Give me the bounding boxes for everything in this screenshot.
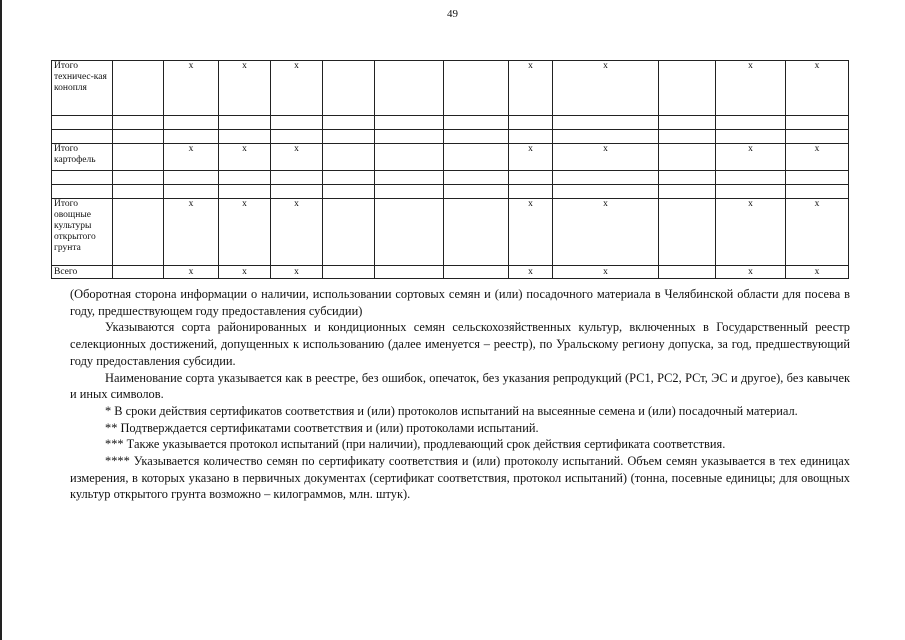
table-cell: [509, 116, 553, 130]
table-cell: [553, 171, 659, 185]
table-cell: [786, 130, 849, 144]
row-label: Итого картофель: [52, 144, 113, 171]
table-cell: х: [219, 266, 271, 279]
table-cell: [271, 130, 323, 144]
table-cell: [786, 171, 849, 185]
table-cell: х: [786, 266, 849, 279]
table-row: [52, 199, 849, 266]
table-cell: х: [786, 144, 849, 171]
table-cell: [164, 171, 219, 185]
table-cell: [659, 61, 716, 116]
table-cell: [553, 185, 659, 199]
row-label: Всего: [52, 266, 113, 279]
table-row: [52, 266, 849, 279]
table-cell: [323, 185, 375, 199]
table-cell: [786, 185, 849, 199]
table-row: [52, 116, 849, 130]
table-cell: [444, 171, 509, 185]
table-cell: х: [553, 61, 659, 116]
table-cell: х: [271, 61, 323, 116]
row-label: [52, 116, 113, 130]
table-cell: х: [716, 199, 786, 266]
table-cell: [509, 185, 553, 199]
table-cell: [509, 171, 553, 185]
table-cell: [444, 116, 509, 130]
table-cell: [509, 130, 553, 144]
table-cell: [113, 171, 164, 185]
table-cell: [786, 116, 849, 130]
table-cell: х: [271, 144, 323, 171]
table-cell: [375, 266, 444, 279]
table-cell: [444, 61, 509, 116]
table-cell: х: [164, 61, 219, 116]
table-cell: [271, 171, 323, 185]
table-cell: [271, 116, 323, 130]
table-cell: х: [716, 144, 786, 171]
table-cell: [375, 61, 444, 116]
table-cell: [375, 144, 444, 171]
table-cell: х: [509, 144, 553, 171]
table-row: [52, 185, 849, 199]
table-row: [52, 130, 849, 144]
table-cell: [444, 185, 509, 199]
table-cell: [113, 61, 164, 116]
notes-text: [70, 286, 850, 503]
table-cell: х: [716, 266, 786, 279]
table-cell: [323, 130, 375, 144]
table-cell: [219, 130, 271, 144]
table-cell: х: [509, 266, 553, 279]
row-label: Итого овощные культуры открытого грунта: [52, 199, 113, 266]
table-cell: [553, 116, 659, 130]
table-cell: [716, 185, 786, 199]
table-cell: [659, 199, 716, 266]
table-cell: х: [219, 144, 271, 171]
table-cell: [659, 266, 716, 279]
table-cell: [659, 171, 716, 185]
table-cell: х: [786, 199, 849, 266]
page-left-edge: [0, 0, 2, 640]
table-cell: [716, 171, 786, 185]
table-cell: [323, 61, 375, 116]
table-cell: х: [553, 144, 659, 171]
table-cell: [375, 199, 444, 266]
table-cell: х: [553, 199, 659, 266]
table-cell: [164, 116, 219, 130]
summary-table: [51, 60, 849, 279]
table-cell: [113, 144, 164, 171]
table-cell: [323, 144, 375, 171]
table-cell: [375, 185, 444, 199]
table-cell: [219, 171, 271, 185]
row-label: Итого техничес-кая конопля: [52, 61, 113, 116]
note-paragraph: Наименование сорта указывается как в реестре, без ошибок, опечаток, без указания репродукций (РС1, РС2, РСт, ЭС и другое), без кавычек и иных символов.: [70, 370, 850, 402]
table-cell: [219, 116, 271, 130]
table-cell: х: [553, 266, 659, 279]
table-cell: х: [509, 61, 553, 116]
table-cell: [164, 185, 219, 199]
table-cell: [553, 130, 659, 144]
table-cell: х: [219, 61, 271, 116]
table-cell: [716, 130, 786, 144]
note-paragraph: **** Указывается количество семян по сертификату соответствия и (или) протоколу испытаний. Объем семян указывается в тех единицах измерения, в которых указано в первичных документах (сертификат соответствия, протокол испытаний) (тонна, посевные единицы; для овощных культур открытого грунта возможно – килограммов, млн. штук).: [70, 454, 850, 502]
note-paragraph: *** Также указывается протокол испытаний (при наличии), продлевающий срок действия сертификата соответствия.: [105, 437, 726, 452]
table-cell: х: [716, 61, 786, 116]
table-cell: [375, 116, 444, 130]
table-cell: [659, 144, 716, 171]
table-cell: [323, 116, 375, 130]
table-row: [52, 61, 849, 116]
row-label: [52, 185, 113, 199]
row-label: [52, 171, 113, 185]
table-cell: [271, 185, 323, 199]
table-cell: х: [164, 199, 219, 266]
table-cell: х: [786, 61, 849, 116]
table-cell: [323, 171, 375, 185]
table-cell: [375, 171, 444, 185]
table-cell: [219, 185, 271, 199]
table-cell: [444, 130, 509, 144]
table-cell: х: [164, 144, 219, 171]
table-cell: х: [271, 266, 323, 279]
table-cell: [444, 144, 509, 171]
table-cell: [113, 199, 164, 266]
table-cell: [659, 185, 716, 199]
table-cell: [375, 130, 444, 144]
page-number: 49: [447, 8, 458, 20]
table-row: [52, 144, 849, 171]
note-paragraph: Указываются сорта районированных и кондиционных семян сельскохозяйственных культур, включенных в Государственный реестр селекционных достижений, допущенных к использованию (далее именуется – реестр), по Уральскому региону допуска, за год, предшествующий году предоставления субсидии.: [70, 320, 850, 368]
note-paragraph: ** Подтверждается сертификатами соответствия и (или) протоколами испытаний.: [105, 420, 539, 435]
table-cell: [113, 266, 164, 279]
table-row: [52, 171, 849, 185]
table-cell: х: [271, 199, 323, 266]
table-cell: [164, 130, 219, 144]
table-cell: х: [219, 199, 271, 266]
table-cell: х: [509, 199, 553, 266]
table-cell: [113, 130, 164, 144]
table-cell: [323, 199, 375, 266]
note-paragraph: (Оборотная сторона информации о наличии, использовании сортовых семян и (или) посадочного материала в Челябинской области для посева в году, предшествующем году предоставления субсидии): [70, 287, 850, 318]
table-cell: [113, 185, 164, 199]
table-cell: [716, 116, 786, 130]
table-cell: [444, 199, 509, 266]
table-cell: [444, 266, 509, 279]
table-cell: [113, 116, 164, 130]
table-cell: х: [164, 266, 219, 279]
table-cell: [323, 266, 375, 279]
note-paragraph: * В сроки действия сертификатов соответствия и (или) протоколов испытаний на высеянные семена и (или) посадочный материал.: [105, 403, 798, 418]
row-label: [52, 130, 113, 144]
table-cell: [659, 130, 716, 144]
table-cell: [659, 116, 716, 130]
